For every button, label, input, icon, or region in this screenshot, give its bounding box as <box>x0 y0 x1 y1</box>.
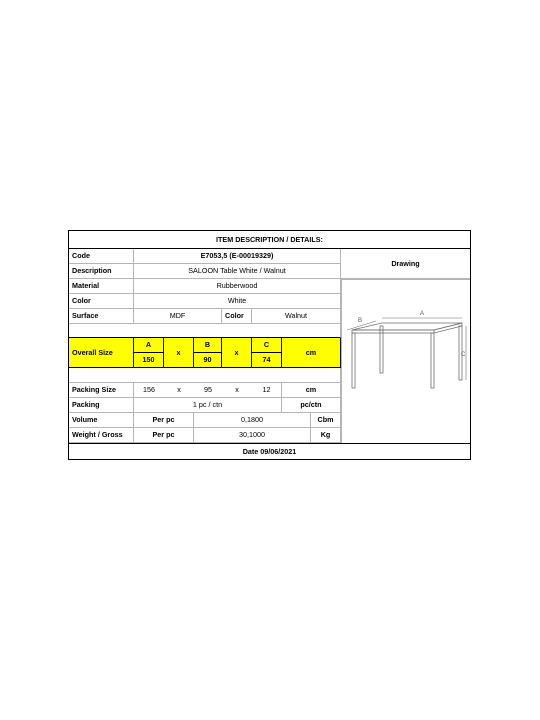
weight-unit: Kg <box>311 428 341 443</box>
packing-size-x-1: x <box>164 383 194 398</box>
color-label: Color <box>69 294 134 309</box>
code-value: E7053,5 (E-00019329) <box>134 249 341 264</box>
surface-label: Surface <box>69 309 134 324</box>
overall-x-1: x <box>164 338 194 368</box>
weight-per: Per pc <box>134 428 194 443</box>
surface-color-label: Color <box>222 309 252 324</box>
packing-value: 1 pc / ctn <box>134 398 282 413</box>
overall-c-label: C <box>252 338 282 353</box>
dimension-a-label: A <box>420 311 425 317</box>
packing-label: Packing <box>69 398 134 413</box>
packing-size-a: 156 <box>134 383 164 398</box>
volume-per: Per pc <box>134 413 194 428</box>
overall-b-value: 90 <box>194 353 222 368</box>
table-drawing <box>342 280 469 442</box>
volume-unit: Cbm <box>311 413 341 428</box>
material-value: Rubberwood <box>134 279 341 294</box>
surface-value: MDF <box>134 309 222 324</box>
code-label: Code <box>69 249 134 264</box>
table-top <box>352 323 462 330</box>
overall-b-label: B <box>194 338 222 353</box>
spacer-row-2 <box>69 368 341 383</box>
drawing-area <box>341 279 470 443</box>
weight-label: Weight / Gross <box>69 428 134 443</box>
overall-unit: cm <box>282 338 341 368</box>
packing-unit: pc/ctn <box>282 398 341 413</box>
material-label: Material <box>69 279 134 294</box>
sheet-title: ITEM DESCRIPTION / DETAILS: <box>69 231 470 249</box>
overall-c-value: 74 <box>252 353 282 368</box>
spacer-row <box>69 324 341 338</box>
surface-color-value: Walnut <box>252 309 341 324</box>
volume-value: 0,1800 <box>194 413 311 428</box>
dimension-b-label: B <box>358 318 363 324</box>
description-label: Description <box>69 264 134 279</box>
table-apron-side <box>434 323 462 333</box>
packing-size-c: 12 <box>252 383 282 398</box>
table-apron <box>352 330 434 333</box>
overall-x-2: x <box>222 338 252 368</box>
overall-size-label: Overall Size <box>69 338 134 368</box>
table-leg-front-left <box>352 333 355 388</box>
table-leg-front-right <box>431 333 434 388</box>
sheet-date: Date 09/06/2021 <box>69 443 470 459</box>
packing-size-b: 95 <box>194 383 222 398</box>
overall-a-value: 150 <box>134 353 164 368</box>
packing-size-label: Packing Size <box>69 383 134 398</box>
item-details-sheet <box>68 230 471 460</box>
packing-size-x-2: x <box>222 383 252 398</box>
volume-label: Volume <box>69 413 134 428</box>
dimension-c-label: C <box>461 352 466 358</box>
description-value: SALOON Table White / Walnut <box>134 264 341 279</box>
drawing-label: Drawing <box>341 249 470 279</box>
color-value: White <box>134 294 341 309</box>
packing-size-unit: cm <box>282 383 341 398</box>
overall-a-label: A <box>134 338 164 353</box>
weight-value: 30,1000 <box>194 428 311 443</box>
